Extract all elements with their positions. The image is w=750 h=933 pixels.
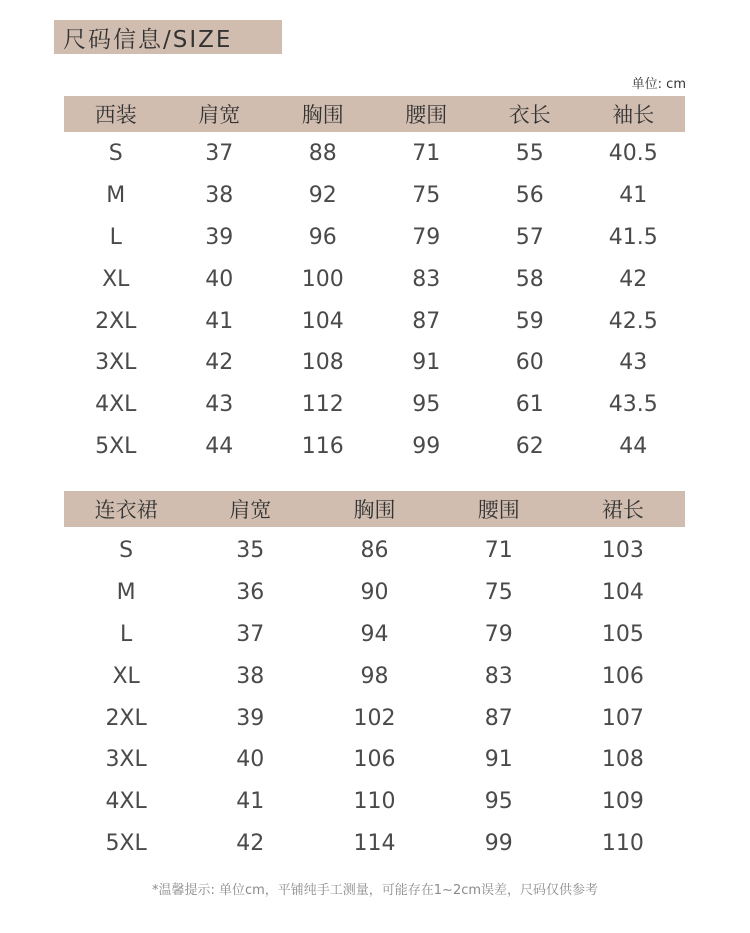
- measurement-cell: 62: [515, 433, 544, 459]
- size-info-title: [54, 20, 282, 54]
- measurement-cell: 116: [301, 433, 344, 459]
- measurement-cell: 108: [601, 747, 644, 773]
- measurement-cell: 55: [515, 141, 544, 167]
- dress-size-table: [64, 491, 685, 864]
- measurement-cell: 43.5: [608, 392, 658, 418]
- measurement-cell: 56: [515, 183, 544, 209]
- measurement-cell: 94: [360, 621, 389, 647]
- measurement-cell: 75: [484, 580, 513, 606]
- measurement-cell: 41.5: [608, 224, 658, 250]
- table-row: [64, 175, 685, 217]
- measurement-cell: 75: [412, 183, 441, 209]
- measurement-cell: 41: [236, 789, 265, 815]
- measurement-cell: 38: [205, 183, 234, 209]
- size-label-cell: 5XL: [105, 830, 147, 856]
- size-label-cell: 4XL: [105, 789, 147, 815]
- dress-table-body: [64, 530, 685, 864]
- measurement-cell: 79: [484, 621, 513, 647]
- measurement-cell: 71: [484, 538, 513, 564]
- size-label-cell: 4XL: [95, 392, 137, 418]
- measurement-cell: 99: [412, 433, 441, 459]
- measurement-cell: 92: [308, 183, 337, 209]
- table-row: [64, 823, 685, 865]
- measurement-cell: 110: [601, 830, 644, 856]
- table-row: [64, 133, 685, 175]
- measurement-cell: 99: [484, 830, 513, 856]
- measurement-cell: 110: [353, 789, 396, 815]
- measurement-note: *温馨提示: 单位cm，平铺纯手工测量，可能存在1~2cm误差，尺码仅供参考: [151, 883, 599, 898]
- size-label-cell: 3XL: [95, 350, 137, 376]
- measurement-cell: 104: [301, 308, 344, 334]
- table-row: [64, 739, 685, 781]
- measurement-cell: 87: [484, 705, 513, 731]
- header-cell: 肩宽: [229, 498, 272, 522]
- size-label-cell: L: [109, 224, 122, 250]
- size-label-cell: S: [108, 141, 123, 167]
- measurement-cell: 83: [484, 663, 513, 689]
- measurement-cell: 39: [236, 705, 265, 731]
- table-row: [64, 697, 685, 739]
- measurement-cell: 98: [360, 663, 389, 689]
- measurement-cell: 40: [236, 747, 265, 773]
- measurement-cell: 40.5: [608, 141, 658, 167]
- table-row: [64, 258, 685, 300]
- header-cell: 胸围: [301, 103, 344, 127]
- size-label-cell: XL: [112, 663, 140, 689]
- measurement-cell: 90: [360, 580, 389, 606]
- title-text: 尺码信息/SIZE: [63, 26, 233, 53]
- measurement-cell: 42.5: [608, 308, 658, 334]
- table-row: [64, 217, 685, 259]
- size-label-cell: M: [106, 183, 126, 209]
- measurement-cell: 42: [619, 266, 648, 292]
- measurement-cell: 71: [412, 141, 441, 167]
- measurement-cell: 60: [515, 350, 544, 376]
- measurement-cell: 83: [412, 266, 441, 292]
- unit-label: 单位: cm: [631, 77, 686, 92]
- size-label-cell: 2XL: [105, 705, 147, 731]
- measurement-cell: 40: [205, 266, 234, 292]
- measurement-cell: 105: [601, 621, 644, 647]
- measurement-cell: 87: [412, 308, 441, 334]
- header-cell: 腰围: [405, 103, 448, 127]
- measurement-cell: 106: [353, 747, 396, 773]
- measurement-cell: 103: [601, 538, 644, 564]
- measurement-cell: 106: [601, 663, 644, 689]
- size-label-cell: M: [116, 580, 136, 606]
- size-label-cell: S: [119, 538, 134, 564]
- size-label-cell: 2XL: [95, 308, 137, 334]
- measurement-cell: 42: [236, 830, 265, 856]
- suit-size-table: [64, 96, 685, 467]
- measurement-cell: 39: [205, 224, 234, 250]
- measurement-cell: 91: [484, 747, 513, 773]
- header-cell: 西装: [94, 103, 137, 127]
- size-label-cell: L: [119, 621, 133, 647]
- size-label-cell: XL: [102, 266, 130, 292]
- measurement-cell: 109: [601, 789, 644, 815]
- measurement-cell: 79: [412, 224, 441, 250]
- measurement-cell: 44: [205, 433, 234, 459]
- measurement-cell: 43: [205, 392, 234, 418]
- header-cell: 衣长: [508, 103, 551, 127]
- measurement-cell: 102: [353, 705, 396, 731]
- measurement-cell: 95: [412, 392, 441, 418]
- measurement-cell: 36: [236, 580, 265, 606]
- measurement-cell: 59: [515, 308, 544, 334]
- header-cell: 胸围: [353, 498, 396, 522]
- size-label-cell: 3XL: [105, 747, 147, 773]
- measurement-cell: 96: [308, 224, 337, 250]
- size-label-cell: 5XL: [95, 433, 137, 459]
- suit-table-header: [64, 96, 685, 132]
- measurement-cell: 88: [308, 141, 337, 167]
- suit-table-body: [64, 133, 685, 467]
- measurement-cell: 95: [484, 789, 513, 815]
- table-row: [64, 530, 685, 572]
- measurement-cell: 104: [601, 580, 644, 606]
- measurement-cell: 44: [619, 433, 648, 459]
- table-row: [64, 614, 685, 656]
- measurement-cell: 58: [515, 266, 544, 292]
- measurement-cell: 37: [236, 621, 265, 647]
- table-row: [64, 426, 685, 468]
- measurement-cell: 100: [301, 266, 344, 292]
- measurement-cell: 42: [205, 350, 234, 376]
- measurement-cell: 107: [601, 705, 644, 731]
- header-cell: 袖长: [612, 103, 655, 127]
- measurement-cell: 108: [301, 350, 344, 376]
- measurement-cell: 43: [619, 350, 648, 376]
- table-row: [64, 572, 685, 614]
- measurement-cell: 41: [205, 308, 234, 334]
- measurement-cell: 57: [515, 224, 544, 250]
- table-row: [64, 342, 685, 384]
- measurement-cell: 35: [236, 538, 265, 564]
- table-row: [64, 655, 685, 697]
- header-cell: 肩宽: [198, 103, 241, 127]
- measurement-cell: 91: [412, 350, 441, 376]
- table-row: [64, 384, 685, 426]
- header-cell: 裙长: [601, 498, 644, 522]
- header-cell: 腰围: [477, 498, 520, 522]
- measurement-cell: 86: [360, 538, 389, 564]
- measurement-cell: 41: [619, 183, 648, 209]
- measurement-cell: 37: [205, 141, 234, 167]
- measurement-cell: 112: [301, 392, 344, 418]
- measurement-cell: 61: [515, 392, 544, 418]
- measurement-cell: 38: [236, 663, 265, 689]
- table-row: [64, 300, 685, 342]
- dress-table-header: [64, 491, 685, 527]
- measurement-cell: 114: [353, 830, 396, 856]
- header-cell: 连衣裙: [94, 498, 158, 522]
- table-row: [64, 781, 685, 823]
